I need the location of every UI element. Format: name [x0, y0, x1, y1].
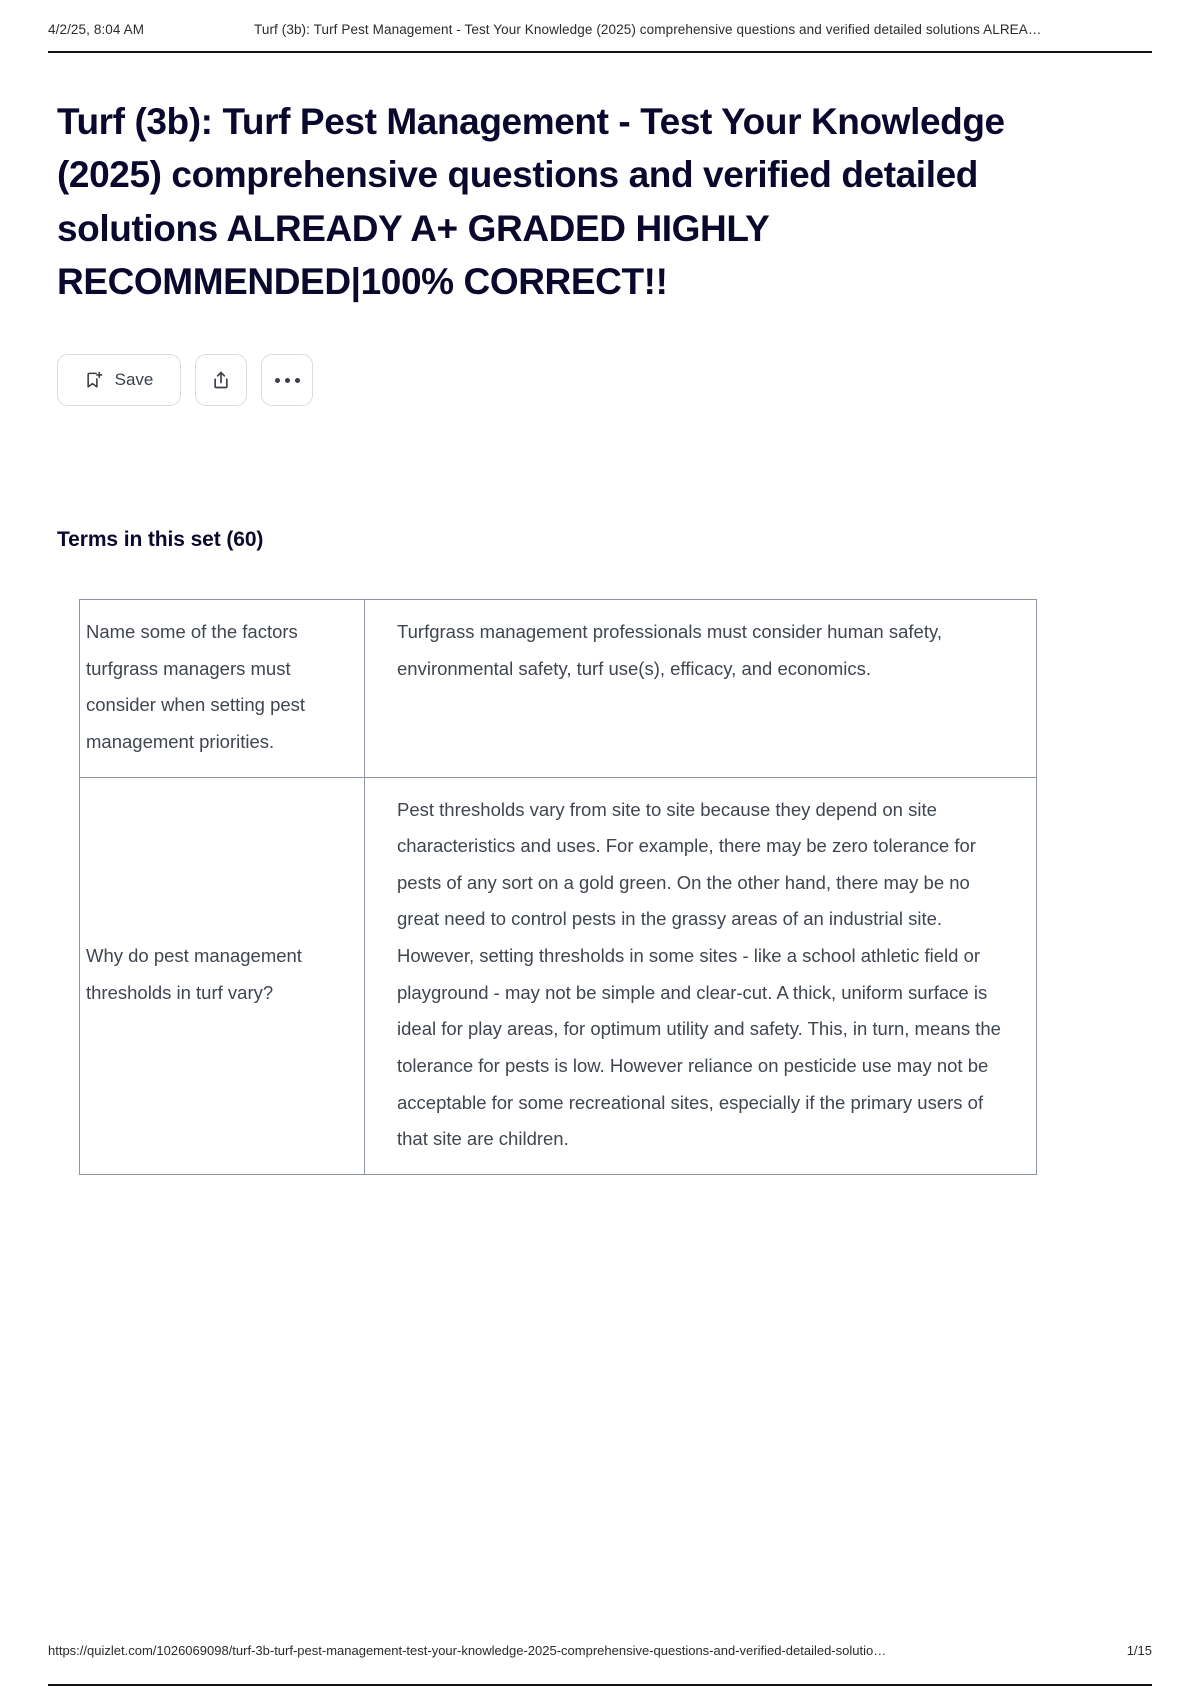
term-cell: Name some of the factors turfgrass managers must consider when setting pest management priorities.: [80, 600, 365, 778]
page-content: [57, 95, 1143, 1175]
term-cell: Why do pest management thresholds in turf vary?: [80, 777, 365, 1174]
action-toolbar: [57, 354, 1143, 406]
print-date: 4/2/25, 8:04 AM: [48, 22, 145, 37]
terms-table: [79, 599, 1037, 1175]
terms-heading: Terms in this set (60): [57, 528, 264, 552]
bookmark-add-icon: [85, 371, 104, 390]
print-footer-page-number: 1/15: [1126, 1643, 1152, 1658]
definition-cell: Turfgrass management professionals must consider human safety, environmental safety, turf use(s), efficacy, and economics.: [365, 600, 1037, 778]
more-horizontal-icon: [275, 378, 300, 383]
page-title: Turf (3b): Turf Pest Management - Test Your Knowledge (2025) comprehensive questions and verified detailed solutions ALREADY A+ GRADED HIGHLY RECOMMENDED|100% CORRECT!!: [57, 101, 1005, 302]
print-footer-url: https://quizlet.com/1026069098/turf-3b-turf-pest-management-test-your-knowledge-2025-comprehensive-questions-and-verified-detailed-solutio…: [48, 1643, 887, 1658]
definition-cell: Pest thresholds vary from site to site because they depend on site characteristics and uses. For example, there may be zero tolerance for pests of any sort on a gold green. On the other hand, there may be no great need to control pests in the grassy areas of an industrial site. However, setting thresholds in some sites - like a school athletic field or playground - may not be simple and clear-cut. A thick, uniform surface is ideal for play areas, for optimum utility and safety. This, in turn, means the tolerance for pests is low. However reliance on pesticide use may not be acceptable for some recreational sites, especially if the primary users of that site are children.: [365, 777, 1037, 1174]
footer-divider: [48, 1684, 1152, 1686]
more-options-button[interactable]: [261, 354, 313, 406]
table-row: [80, 600, 1037, 778]
save-button-label: Save: [114, 370, 154, 390]
share-button[interactable]: [195, 354, 247, 406]
save-button[interactable]: [57, 354, 181, 406]
share-icon: [211, 370, 231, 390]
print-footer: [48, 1643, 1152, 1658]
header-divider: [48, 51, 1152, 53]
print-header-title: Turf (3b): Turf Pest Management - Test Your Knowledge (2025) comprehensive questions and verified detailed solutions ALREA…: [254, 22, 1042, 37]
table-row: [80, 777, 1037, 1174]
print-header: [48, 22, 1152, 50]
